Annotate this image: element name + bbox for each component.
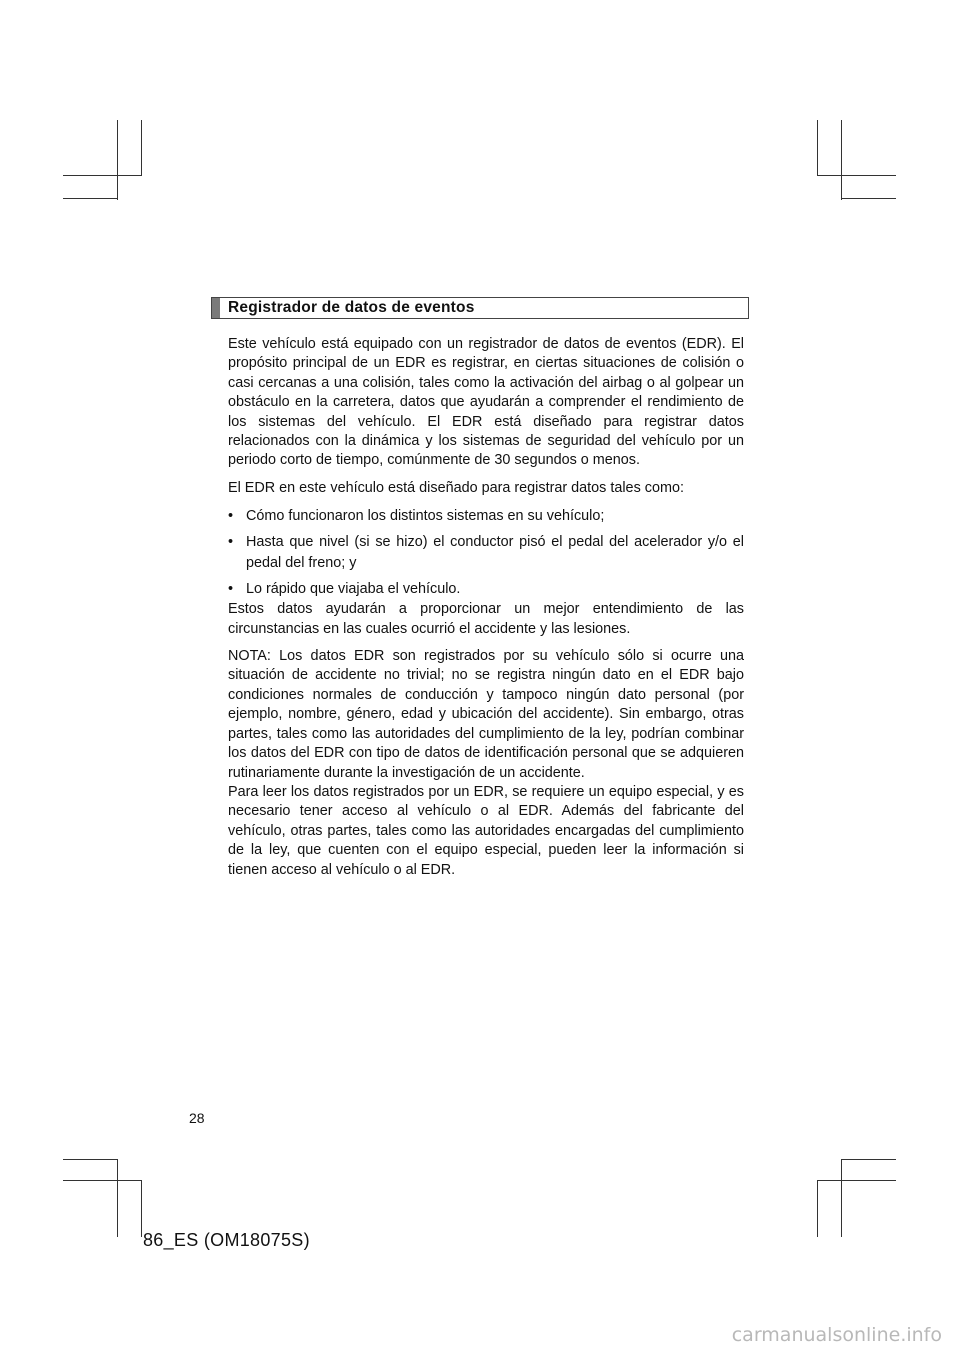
crop-mark bbox=[817, 175, 896, 176]
section-title: Registrador de datos de eventos bbox=[228, 299, 475, 316]
crop-mark bbox=[841, 198, 896, 199]
list-item-text: Hasta que nivel (si se hizo) el conductor pisó el pedal del acelerador y/o el pedal del freno; y bbox=[246, 534, 744, 572]
bullet-icon: • bbox=[228, 534, 234, 551]
crop-mark bbox=[841, 120, 842, 200]
crop-mark bbox=[817, 1180, 896, 1181]
crop-mark bbox=[817, 1180, 818, 1237]
watermark: carmanualsonline.info bbox=[731, 1324, 942, 1346]
paragraph-summary: Estos datos ayudarán a proporcionar un mejor entendimiento de las circunstancias en las cuales ocurrió el accidente y las lesiones. bbox=[228, 601, 744, 637]
crop-mark bbox=[117, 120, 118, 200]
paragraph-intro: Este vehículo está equipado con un registrador de datos de eventos (EDR). El propósito principal de un EDR es registrar, en ciertas situaciones de colisión o casi cercanas a una colisión, tales como la activación del airbag o al golpear un obstáculo en la carretera, datos que ayudarán a comprender el rendimiento de los sistemas del vehículo. El EDR está diseñado para registrar datos relacionados con la dinámica y los sistemas de seguridad del vehículo por un periodo corto de tiempo, comúnmente de 30 segundos o menos. bbox=[228, 336, 744, 469]
section-header-bar bbox=[212, 298, 220, 318]
paragraph-access: Para leer los datos registrados por un EDR, se requiere un equipo especial, y es necesario tener acceso al vehículo o al EDR. Además del fabricante del vehículo, otras partes, tales como las autoridades encargadas del cumplimiento de la ley, que cuenten con el equipo especial, pueden leer la información si tienen acceso al vehículo o al EDR. bbox=[228, 783, 744, 878]
crop-mark bbox=[63, 175, 141, 176]
list-item bbox=[228, 506, 744, 527]
crop-mark bbox=[141, 120, 142, 176]
bullet-icon: • bbox=[228, 581, 234, 598]
crop-mark bbox=[117, 1159, 118, 1237]
crop-mark bbox=[63, 1180, 141, 1181]
crop-mark bbox=[841, 1159, 896, 1160]
crop-mark bbox=[841, 1159, 842, 1237]
crop-mark bbox=[817, 120, 818, 176]
list-item-text: Lo rápido que viajaba el vehículo. bbox=[246, 581, 461, 598]
body-text bbox=[228, 335, 744, 888]
paragraph-note: NOTA: Los datos EDR son registrados por su vehículo sólo si ocurre una situación de accidente no trivial; no se registra ningún dato en el EDR bajo condiciones normales de conducción y tampoco ningún dato personal (por ejemplo, nombre, género, edad y ubicación del accidente). Sin embargo, otras partes, tales como las autoridades del cumplimiento de la ley, podrían combinar los datos del EDR con tipo de datos de identificación personal que se adquieren rutinariamente durante la investigación de un accidente. bbox=[228, 648, 744, 781]
page-number: 28 bbox=[189, 1110, 205, 1126]
section-header bbox=[211, 297, 749, 319]
list-item-text: Cómo funcionaron los distintos sistemas en su vehículo; bbox=[246, 508, 605, 525]
list-item bbox=[228, 579, 744, 600]
bullet-icon: • bbox=[228, 508, 234, 525]
paragraph-list-intro: El EDR en este vehículo está diseñado para registrar datos tales como: bbox=[228, 479, 684, 496]
list-item bbox=[228, 532, 744, 574]
document-code: 86_ES (OM18075S) bbox=[143, 1230, 310, 1250]
crop-mark bbox=[63, 1159, 118, 1160]
crop-mark bbox=[141, 1180, 142, 1237]
bullet-list bbox=[228, 506, 744, 600]
crop-mark bbox=[63, 198, 118, 199]
